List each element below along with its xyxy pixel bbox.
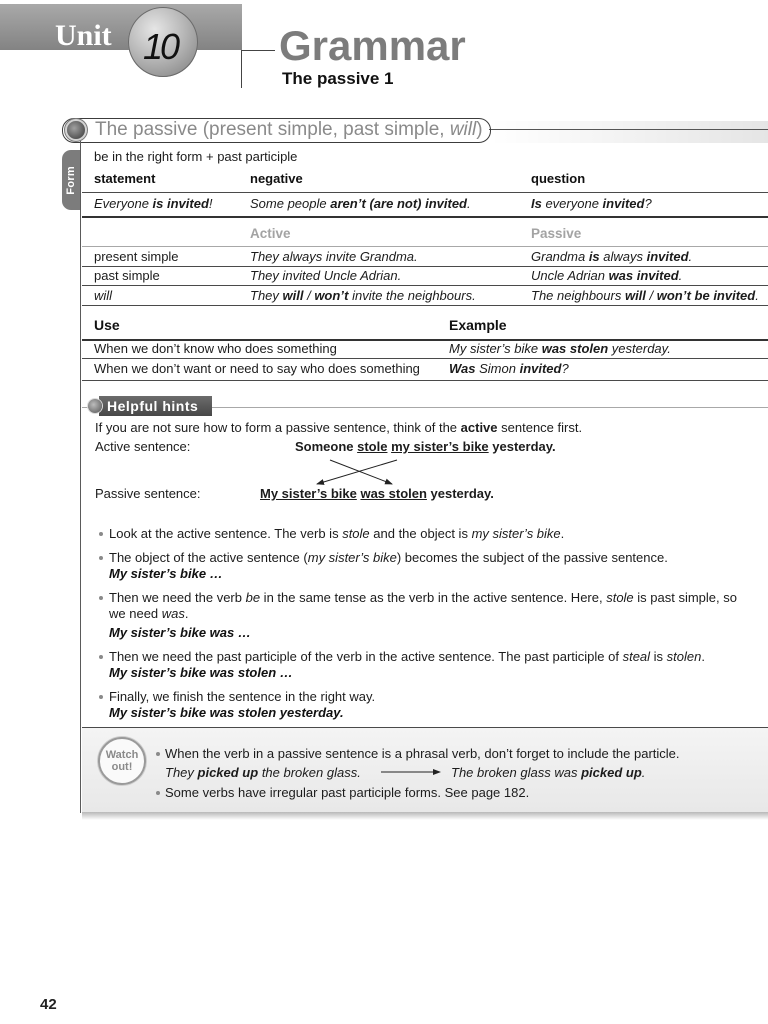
text-segment: Someone [295,439,358,454]
tense-label: will [94,288,113,303]
active-example [250,288,476,304]
heading-rule [489,129,768,130]
unit-label: Unit [55,19,112,52]
active-example [250,268,401,284]
text-segment: Finally, we finish the sentence in the right way. [109,689,376,704]
column-header-statement: statement [94,171,156,186]
text-segment: active [460,420,498,435]
text-segment: . [755,288,759,303]
bullet-icon [156,752,160,756]
heading-will: will [449,119,477,140]
text-segment: The broken glass was [451,765,582,780]
list-item-example: My sister’s bike … [109,566,223,581]
text-segment: picked up [581,765,642,780]
text-segment: The neighbours [531,288,625,303]
column-header-negative: negative [250,171,303,186]
text-segment: will [282,288,304,303]
text-segment: is [588,249,600,264]
bullet-icon [99,596,103,600]
text-segment: always [599,249,647,264]
text-segment: is [650,649,667,664]
unit-banner [0,4,242,50]
watch-out-badge-icon [98,737,146,785]
list-item-text [109,649,749,665]
text-segment: . [560,526,565,541]
text-segment: invited [519,361,562,376]
transformation-arrows-icon [300,454,410,490]
text-segment: sentence first. [497,420,583,435]
active-sentence [295,439,556,455]
text-segment: Simon [475,361,520,376]
section-bullet-icon [67,121,85,139]
page-subtitle: The passive 1 [282,69,394,88]
watch-out-passive-example [451,765,645,781]
passive-example [531,268,682,284]
text-segment: stolen [666,649,702,664]
text-segment: If you are not sure how to form a passive sentence, think of the [95,420,461,435]
text-segment: was stolen [541,341,609,356]
text-segment: . [688,249,693,264]
use-description: When we don’t want or need to say who does something [94,361,420,376]
text-segment: Then we need the past participle of the verb in the active sentence. The past participle of [109,649,623,664]
bullet-icon [156,791,160,795]
divider [82,285,768,286]
text-segment: Is [531,196,542,211]
text-segment: ! [208,196,213,211]
text-segment: . [678,268,683,283]
text-segment: won’t be invited [656,288,756,303]
watch-out-active-example [165,765,361,781]
text-segment: yesterday. [426,486,494,501]
text-segment: steal [622,649,651,664]
text-segment: / [645,288,657,303]
watch-out-note: When the verb in a passive sentence is a phrasal verb, don’t forget to include the particle. [165,746,680,761]
active-sentence-label: Active sentence: [95,439,191,454]
text-segment: invited [602,196,645,211]
passive-example [531,249,692,265]
heading-main: The passive (present simple, past simple, [95,119,450,140]
divider [82,246,768,247]
list-item [99,526,749,542]
text-segment: the broken glass. [258,765,361,780]
text-segment: ) becomes the subject of the passive sentence. [396,550,668,565]
passive-header: Passive [531,226,582,241]
use-header: Use [94,317,120,333]
text-segment: Some people [250,196,331,211]
text-segment: yesterday. [488,439,556,454]
passive-sentence [260,486,494,502]
text-segment: yesterday. [608,341,671,356]
page-title: Grammar [279,22,466,69]
text-segment: and the object is [369,526,472,541]
watch-out-shadow [82,812,768,820]
use-description: When we don’t know who does something [94,341,337,356]
bullet-icon [99,655,103,659]
text-segment: in the same tense as the verb in the active sentence. Here, [260,590,607,605]
list-item-text [109,550,749,566]
text-segment: My sister’s bike [260,486,357,501]
passive-sentence-label: Passive sentence: [95,486,201,501]
text-segment: aren’t (are not) invited [330,196,467,211]
bullet-icon [99,532,103,536]
header-vertical-divider [241,50,242,88]
hints-intro [95,420,582,436]
text-segment: stole [357,439,388,454]
text-segment: my sister’s bike [307,550,397,565]
section-bullet-icon [88,399,102,413]
text-segment: ? [644,196,652,211]
divider [82,192,768,193]
negative-example [250,196,471,212]
text-segment: Everyone [94,196,153,211]
text-segment: stole [606,590,634,605]
use-example [449,341,671,357]
text-segment: will [624,288,646,303]
list-item-text [109,526,749,542]
form-side-tab [62,150,80,210]
divider [82,305,768,306]
text-segment: invited [646,249,689,264]
form-side-tab-label: Form [65,165,77,195]
text-segment: My sister’s bike [449,341,542,356]
divider [82,380,768,381]
text-segment: was [161,606,185,621]
header-divider [242,50,275,51]
text-segment: be [245,590,261,605]
bullet-icon [99,695,103,699]
watch-out-badge-line: Watch [105,749,139,761]
text-segment: is past simple, so we need [109,590,737,621]
text-segment: Then we need the verb [109,590,246,605]
list-item [99,550,749,582]
form-rule-text: be in the right form + past participle [94,149,298,164]
verb-arrow [330,460,392,484]
text-segment: was stolen [360,486,427,501]
text-segment: They invited Uncle Adrian. [250,268,402,283]
section-heading [95,119,483,141]
text-segment: . [701,649,705,664]
list-item-text [109,590,749,622]
divider [82,358,768,359]
active-header: Active [250,226,291,241]
text-segment: . [641,765,646,780]
list-item-text [109,689,749,705]
unit-number: 10 [142,26,178,67]
divider [82,266,768,267]
list-item-example: My sister’s bike was stolen … [109,665,293,680]
list-item [99,590,749,641]
text-segment: The object of the active sentence ( [109,550,308,565]
text-segment: won’t [314,288,349,303]
tense-label: past simple [94,268,160,283]
section-left-border [80,141,81,813]
arrow-right-icon [381,767,443,777]
text-segment: . [467,196,471,211]
text-segment: my sister’s bike [471,526,561,541]
statement-example [94,196,213,212]
text-segment: Uncle Adrian [531,268,609,283]
example-header: Example [449,317,507,333]
object-arrow [317,460,397,484]
hints-tab: Helpful hints [99,396,212,416]
text-segment: stole [342,526,370,541]
text-segment: Look at the active sentence. The verb is [109,526,343,541]
divider [82,216,768,218]
list-item [99,649,749,681]
list-item [99,689,749,721]
text-segment: Grandma [531,249,589,264]
bullet-icon [99,556,103,560]
question-example [531,196,652,212]
text-segment: was invited [608,268,679,283]
text-segment: . [184,606,189,621]
text-segment: invite the neighbours. [348,288,476,303]
watch-out-badge-line: out! [111,761,133,773]
use-example [449,361,569,377]
text-segment: picked up [197,765,259,780]
list-item-example: My sister’s bike was … [109,625,251,640]
unit-number-badge [128,7,198,77]
heading-close: ) [476,119,483,140]
text-segment: They [165,765,198,780]
text-segment: / [303,288,315,303]
text-segment: my sister’s bike [391,439,489,454]
text-segment: everyone [541,196,603,211]
heading-shade [489,121,768,143]
watch-out-note: Some verbs have irregular past participle forms. See page 182. [165,785,530,800]
passive-example [531,288,759,304]
text-segment: They always invite Grandma. [250,249,418,264]
page-number: 42 [40,996,57,1013]
text-segment: ? [561,361,569,376]
column-header-question: question [531,171,586,186]
text-segment: Was [449,361,476,376]
tense-label: present simple [94,249,179,264]
list-item-example: My sister’s bike was stolen yesterday. [109,705,344,720]
text-segment: They [250,288,283,303]
text-segment: is invited [152,196,209,211]
active-example [250,249,418,265]
